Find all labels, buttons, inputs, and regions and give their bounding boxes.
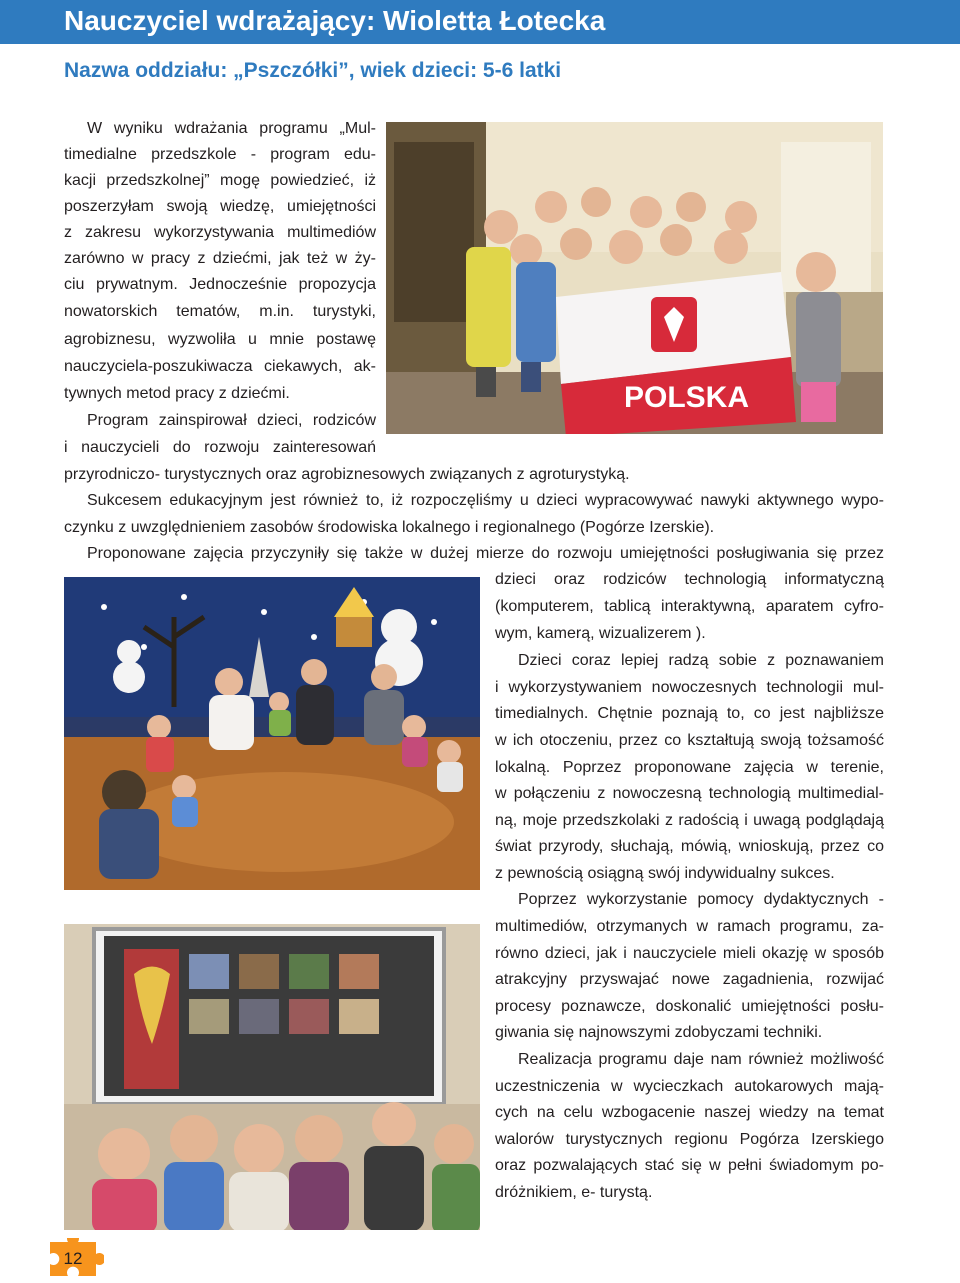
- text-line: walorów turystycznych regionu Pogórza Izerskiego: [495, 1131, 884, 1148]
- text-line: poszerzyłam swoją wiedzę, umiejętności: [64, 198, 376, 215]
- text-line: (komputerem, tablicą interaktywną, aparatem cyfro-: [495, 598, 884, 615]
- text-line: czynku z uwzględnieniem zasobów środowiska lokalnego i regionalnego (Pogórze Izerskie).: [64, 519, 715, 536]
- flag-text: POLSKA: [624, 381, 750, 414]
- text-line: i wykorzystywaniem nowoczesnych technologii mul-: [495, 679, 884, 696]
- photo-interactive-whiteboard: [64, 924, 480, 1230]
- text-line: oraz pozwalających stać się w pełni świadomym po-: [495, 1157, 884, 1174]
- text-line: nowatorskich tematów, m.in. turystyki,: [64, 303, 376, 320]
- text-line: tywnych metod pracy z dziećmi.: [64, 385, 290, 402]
- text-line: nauczyciela-poszukiwacza ciekawych, ak-: [64, 358, 376, 375]
- text-line: świat przyrody, słuchają, mówią, wnioskują, przez co: [495, 838, 884, 855]
- text-line: wym, kamerą, wizualizerem ).: [495, 625, 706, 642]
- text-line: W wyniku wdrażania programu „Mul-: [87, 120, 376, 137]
- text-line: w połączeniu z nowoczesną technologią multimedial-: [495, 785, 884, 802]
- text-line: cych na celu wzbogacenie naszej wiedzy na temat: [495, 1104, 884, 1121]
- text-line: przyrodniczo- turystycznych oraz agrobiznesowych związanych z agroturystyką.: [64, 466, 630, 483]
- text-line: Proponowane zajęcia przyczyniły się także w dużej mierze do rozwoju umiejętności posługiwania się przez: [87, 545, 884, 562]
- text-line: Sukcesem edukacyjnym jest również to, iż rozpoczęliśmy u dzieci wypracowywać nawyki aktywnego wypo-: [87, 492, 884, 509]
- text-line: dróżnikiem, e- turystą.: [495, 1184, 653, 1201]
- text-line: z pewnością osiągną swój indywidualny sukces.: [495, 865, 835, 882]
- text-line: uczestniczenia w wycieczkach autokarowych mają-: [495, 1078, 884, 1095]
- text-line: agrobiznesu, wyzwoliła u mnie postawę: [64, 331, 376, 348]
- text-line: dzieci oraz rodziców technologią informatyczną: [495, 571, 884, 588]
- photo-classroom-circle: [64, 577, 480, 890]
- text-line: równo dzieci, jak i nauczyciele mieli okazję w sposób: [495, 945, 884, 962]
- page-subtitle: Nazwa oddziału: „Pszczółki”, wiek dzieci: 5-6 latki: [64, 59, 562, 82]
- text-line: atrakcyjny przyswajać nowe zagadnienia, rozwijać: [495, 971, 884, 988]
- text-line: Realizacja programu daje nam również możliwość: [518, 1051, 884, 1068]
- photo-children-with-flag: [386, 122, 883, 434]
- text-line: timedialnych. Chętnie poznają to, co jest najbliższe: [495, 705, 884, 722]
- text-line: ciu prywatnym. Jednocześnie propozycja: [64, 276, 376, 293]
- text-line: timedialne przedszkole - program edu-: [64, 146, 376, 163]
- text-line: Poprzez wykorzystanie pomocy dydaktycznych -: [518, 891, 884, 908]
- page-number-badge: [42, 1238, 104, 1280]
- page-title: Nauczyciel wdrażający: Wioletta Łotecka: [64, 5, 606, 36]
- text-line: procesy poznawcze, doskonalić umiejętności posłu-: [495, 998, 884, 1015]
- text-line: i nauczycieli do rozwoju zainteresowań: [64, 439, 376, 456]
- text-line: giwania się najnowszymi zdobyczami techniki.: [495, 1024, 823, 1041]
- text-line: kacji przedszkolnej” mogę powiedzieć, iż: [64, 172, 376, 189]
- text-line: zarówno w pracy z dziećmi, jak też w ży-: [64, 250, 376, 267]
- text-line: Program zainspirował dzieci, rodziców: [87, 412, 376, 429]
- text-line: z zakresu wykorzystywania multimediów: [64, 224, 376, 241]
- text-line: w ich otoczeniu, przez co kształtują swoją tożsamość: [495, 732, 884, 749]
- text-line: Dzieci coraz lepiej radzą sobie z poznawaniem: [518, 652, 884, 669]
- text-line: ną, moje przedszkolaki z radością i uwagą podglądają: [495, 812, 884, 829]
- header-band: [0, 0, 960, 44]
- text-line: lokalną. Poprzez proponowane zajęcia w terenie,: [495, 759, 884, 776]
- text-line: multimediów, otrzymanych w ramach programu, za-: [495, 918, 884, 935]
- page-number: 12: [63, 1249, 83, 1268]
